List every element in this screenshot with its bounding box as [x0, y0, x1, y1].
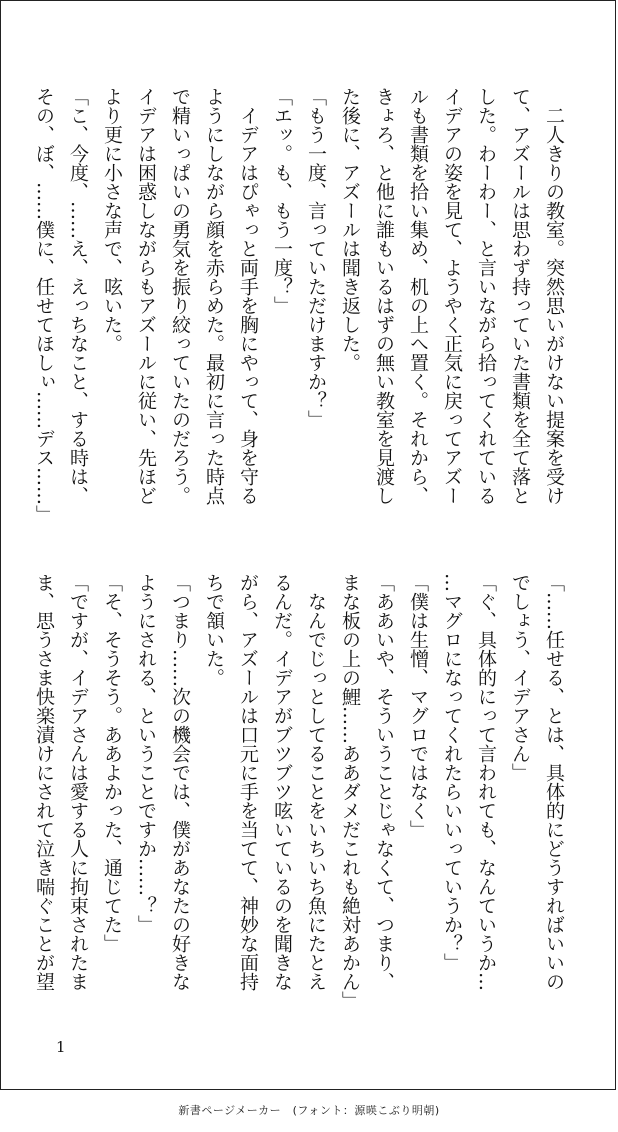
- text-line: ま、思うさま快楽漬けにされて泣き喘ぐことが望: [33, 573, 55, 991]
- text-line: 「ですが、イデアさんは愛する人に拘束されたま: [67, 573, 89, 991]
- text-line: で精いっぱいの勇気を振り絞っていたのだろう。: [169, 87, 191, 505]
- text-line: 「僕は生憎、マグロではなく」: [407, 573, 429, 839]
- upper-text-block: [33, 87, 571, 527]
- text-line: 「ぐ、具体的にって言われても、なんていうか…: [475, 573, 497, 991]
- text-line: て、アズールは思わず持っていた書類を全て落と: [509, 87, 531, 505]
- text-line: るんだ。イデアがブツブツ呟いているのを聞きな: [271, 573, 293, 991]
- text-line: 「こ、今度、……え、えっちなこと、する時は、: [67, 87, 89, 505]
- text-line: 「エッ。も、もう一度？」: [271, 87, 293, 315]
- text-line: 「そ、そうそう。ああよかった、通じてた」: [101, 573, 123, 953]
- footer-credit: 新書ページメーカー (フォント：源暎こぶり明朝): [178, 1104, 440, 1117]
- text-line: 「ああいや、そういうことじゃなくて、つまり、: [373, 573, 395, 991]
- text-line: ちで頷いた。: [203, 573, 225, 687]
- text-line: 「……任せる、とは、具体的にどうすればいいの: [543, 573, 565, 991]
- text-line: がら、アズールは口元に手を当てて、神妙な面持: [237, 573, 259, 991]
- text-line: なんでじっとしてることをいちいち魚にたとえ: [305, 573, 327, 991]
- text-line: より更に小さな声で、呟いた。: [101, 87, 123, 353]
- text-line: イデアはぴゃっと両手を胸にやって、身を守る: [237, 87, 259, 505]
- text-line: た後に、アズールは聞き返した。: [339, 87, 361, 372]
- text-line: きょろ、と他に誰もいるはずの無い教室を見渡し: [373, 87, 395, 505]
- text-line: した。わーわー、と言いながら拾ってくれている: [475, 87, 497, 505]
- text-line: 「つまり……次の機会では、僕があなたの好きな: [169, 573, 191, 991]
- text-line: 「もう一度、言っていただけますか？」: [305, 87, 327, 429]
- text-line: ようにされる、ということですか……？」: [135, 573, 157, 934]
- text-line: ようにしながら顔を赤らめた。最初に言った時点: [203, 87, 225, 505]
- text-line: でしょう、イデアさん」: [509, 573, 531, 782]
- text-line: その、ぼ、……僕に、任せてほしぃ……デス……」: [33, 87, 55, 524]
- text-line: まな板の上の鯉……ああダメだこれも絶対あかん」: [339, 573, 361, 1010]
- text-line: イデアの姿を見て、ようやく正気に戻ってアズー: [441, 87, 463, 505]
- text-line: ルも書類を拾い集め、机の上へ置く。それから、: [407, 87, 429, 505]
- text-line: …マグロになってくれたらいいっていうか？」: [441, 573, 463, 972]
- text-line: イデアは困惑しながらもアズールに従い、先ほど: [135, 87, 157, 505]
- page-number: 1: [56, 1038, 66, 1056]
- lower-text-block: [33, 573, 571, 1013]
- text-line: 二人きりの教室。突然思いがけない提案を受け: [543, 87, 565, 505]
